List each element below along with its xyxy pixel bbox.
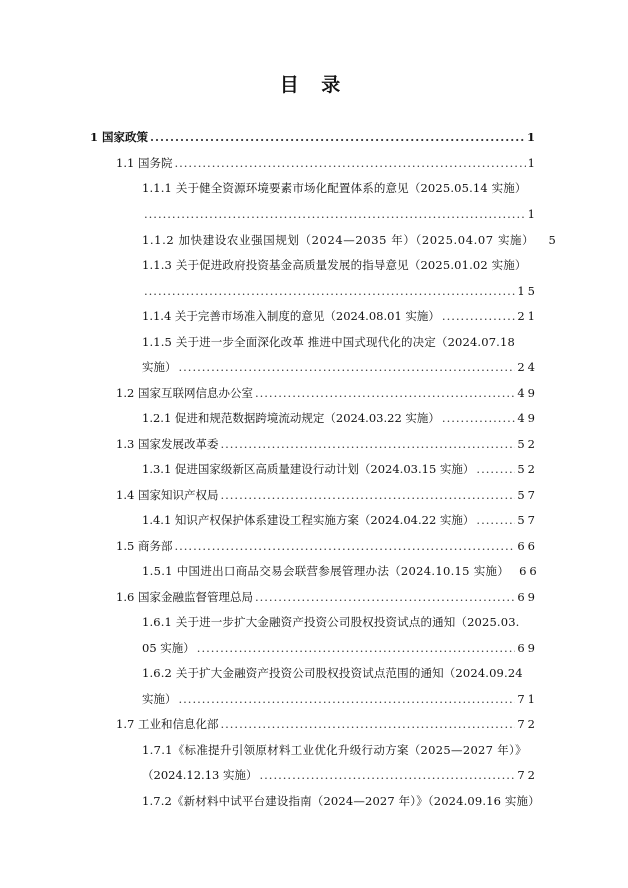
toc-entry-level3[interactable]: 1.1.1 关于健全资源环境要素市场化配置体系的意见（2025.05.14 实施） bbox=[142, 181, 527, 195]
toc-entry-continuation[interactable] bbox=[142, 640, 538, 656]
toc-entry-page: 52 bbox=[517, 437, 538, 451]
toc-entry-continuation[interactable] bbox=[142, 283, 538, 299]
toc-leader-dots bbox=[255, 589, 515, 605]
toc-entry-level2[interactable] bbox=[116, 385, 538, 401]
toc-entry-page: 49 bbox=[517, 386, 538, 400]
toc-entry-text: 1.1.4 关于完善市场准入制度的意见（2024.08.01 实施） bbox=[142, 309, 440, 323]
toc-entry-text: 1 国家政策 bbox=[90, 130, 149, 144]
toc-entry-level3[interactable] bbox=[142, 461, 538, 477]
toc-entry-page: 5 bbox=[548, 233, 557, 247]
toc-entry-continuation[interactable] bbox=[142, 359, 538, 375]
toc-entry-text: 1.3.1 促进国家级新区高质量建设行动计划（2024.03.15 实施） bbox=[142, 462, 475, 476]
toc-leader-dots bbox=[442, 308, 515, 324]
toc-entry-continuation[interactable] bbox=[142, 206, 538, 222]
toc-entry-level2[interactable] bbox=[116, 487, 538, 503]
toc-entry-level3[interactable]: 1.7.2《新材料中试平台建设指南（2024—2027 年）》（2024.09.16 实施） bbox=[142, 794, 540, 808]
toc-entry-text: 1.6 国家金融监督管理总局 bbox=[116, 590, 253, 604]
toc-entry-level3[interactable]: 1.7.1《标准提升引领原材料工业优化升级行动方案（2025—2027 年）》 bbox=[142, 743, 527, 757]
toc-entry-text: 1.4 国家知识产权局 bbox=[116, 488, 219, 502]
toc-entry-level3[interactable] bbox=[142, 308, 538, 324]
toc-leader-dots bbox=[150, 129, 525, 145]
toc-entry-page: 66 bbox=[517, 539, 538, 553]
toc-entry-level3[interactable]: 1.6.1 关于进一步扩大金融资产投资公司股权投资试点的通知（2025.03. bbox=[142, 615, 520, 629]
toc-entry-page: 57 bbox=[517, 488, 538, 502]
toc-entry-level3[interactable] bbox=[142, 410, 538, 426]
toc-leader-dots bbox=[144, 206, 526, 222]
toc-entry-continuation[interactable] bbox=[142, 767, 538, 783]
toc-entry-text: 实施） bbox=[142, 360, 177, 374]
toc-entry-page: 71 bbox=[517, 692, 538, 706]
toc-entry-level2[interactable] bbox=[116, 155, 538, 171]
toc-entry-page: 57 bbox=[517, 513, 538, 527]
toc-entry-level2[interactable] bbox=[116, 589, 538, 605]
toc-entry-page: 1 bbox=[527, 156, 538, 170]
toc-entry-text: 1.5 商务部 bbox=[116, 539, 173, 553]
toc-entry-level2[interactable] bbox=[116, 716, 538, 732]
toc-leader-dots bbox=[179, 691, 516, 707]
toc-entry-level1[interactable] bbox=[90, 129, 538, 145]
toc-entry-level3[interactable]: 1.1.3 关于促进政府投资基金高质量发展的指导意见（2025.01.02 实施） bbox=[142, 258, 527, 272]
toc-entry-page: 69 bbox=[517, 641, 538, 655]
toc-leader-dots bbox=[476, 461, 515, 477]
toc-entry-continuation[interactable] bbox=[142, 691, 538, 707]
toc-entry-page: 21 bbox=[517, 309, 538, 323]
toc-entry-text: （2024.12.13 实施） bbox=[142, 768, 258, 782]
toc-entry-level2[interactable] bbox=[116, 436, 538, 452]
toc-entry-text: 1.2 国家互联网信息办公室 bbox=[116, 386, 253, 400]
toc-entry-text: 1.4.1 知识产权保护体系建设工程实施方案（2024.04.22 实施） bbox=[142, 513, 475, 527]
toc-entry-page: 66 bbox=[519, 564, 540, 578]
toc-leader-dots bbox=[174, 538, 515, 554]
toc-leader-dots bbox=[179, 359, 516, 375]
toc-entry-level3[interactable]: 1.1.5 关于进一步全面深化改革 推进中国式现代化的决定（2024.07.18 bbox=[142, 335, 515, 349]
toc-entry-page: 72 bbox=[517, 717, 538, 731]
toc-leader-dots bbox=[255, 385, 515, 401]
toc-entry-page: 1 bbox=[526, 130, 538, 144]
toc-entry-text: 1.7 工业和信息化部 bbox=[116, 717, 219, 731]
toc-entry-text: 1.5.1 中国进出口商品交易会联营参展管理办法（2024.10.15 实施） bbox=[142, 564, 510, 578]
toc-entry-page: 69 bbox=[517, 590, 538, 604]
toc-leader-dots bbox=[174, 155, 525, 171]
toc-entry-level3[interactable] bbox=[142, 563, 540, 579]
toc-entry-page: 72 bbox=[517, 768, 538, 782]
toc-entry-text: 实施） bbox=[142, 692, 177, 706]
toc-leader-dots bbox=[197, 640, 516, 656]
toc-entry-page: 52 bbox=[517, 462, 538, 476]
toc-entry-level2[interactable] bbox=[116, 538, 538, 554]
toc-entry-page: 49 bbox=[517, 411, 538, 425]
toc-leader-dots bbox=[144, 283, 515, 299]
toc-entry-text: 1.3 国家发展改革委 bbox=[116, 437, 219, 451]
toc-entry-page: 24 bbox=[517, 360, 538, 374]
toc-leader-dots bbox=[220, 436, 515, 452]
toc-leader-dots bbox=[220, 716, 515, 732]
toc-entry-text: 05 实施） bbox=[142, 641, 195, 655]
toc-entry-level3[interactable]: 1.6.2 关于扩大金融资产投资公司股权投资试点范围的通知（2024.09.24 bbox=[142, 666, 523, 680]
toc-leader-dots bbox=[260, 767, 516, 783]
toc-leader-dots bbox=[476, 512, 515, 528]
toc-entry-text: 1.1 国务院 bbox=[116, 156, 173, 170]
toc-title: 目 录 bbox=[279, 74, 349, 96]
toc-entry-level3[interactable] bbox=[142, 232, 556, 248]
toc-entry-level3[interactable] bbox=[142, 512, 538, 528]
toc-leader-dots bbox=[220, 487, 515, 503]
toc-leader-dots bbox=[442, 410, 515, 426]
toc-entry-text: 1.1.2 加快建设农业强国规划（2024—2035 年）（2025.04.07 实施） bbox=[142, 233, 535, 247]
toc-entry-text: 1.2.1 促进和规范数据跨境流动规定（2024.03.22 实施） bbox=[142, 411, 440, 425]
toc-entry-page: 15 bbox=[517, 284, 538, 298]
toc-entry-page: 1 bbox=[527, 207, 538, 221]
